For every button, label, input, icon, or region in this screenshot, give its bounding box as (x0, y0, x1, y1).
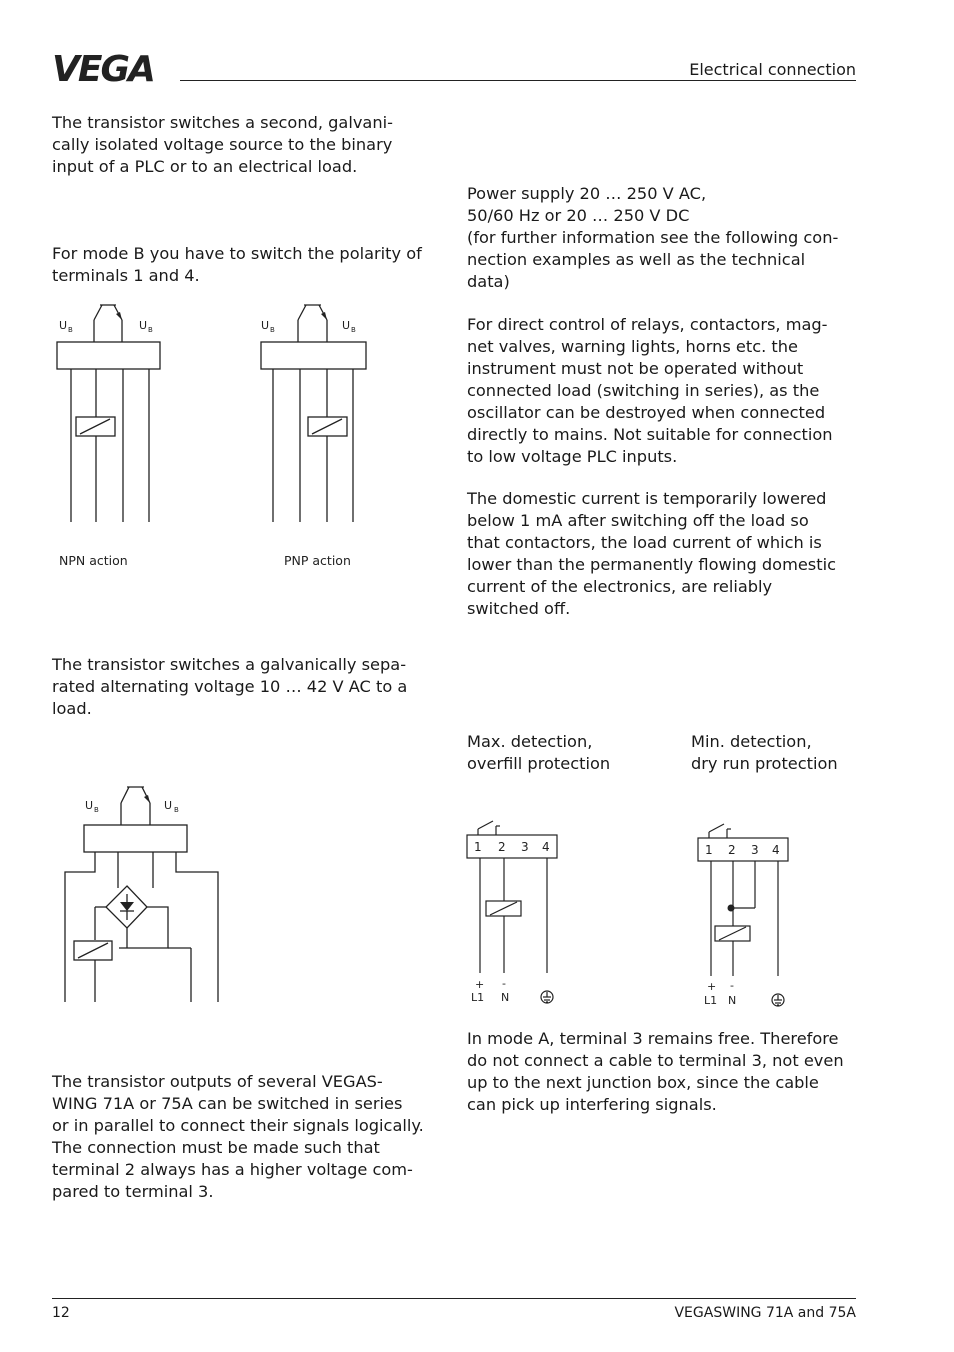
text-line: connected load (switching in series), as the (467, 381, 820, 400)
ub-sub: B (148, 326, 153, 334)
text-line: net valves, warning lights, horns etc. the (467, 337, 798, 356)
text-line: For mode B you have to switch the polarity of (52, 244, 422, 263)
text-line: In mode A, terminal 3 remains free. Therefore (467, 1029, 839, 1048)
text-line: nection examples as well as the technical (467, 250, 806, 269)
ub-sub: B (68, 326, 73, 334)
npn-caption: NPN action (59, 553, 128, 568)
text-line: terminals 1 and 4. (52, 266, 200, 285)
text-line: input of a PLC or to an electrical load. (52, 157, 358, 176)
terminal-number: 4 (772, 843, 780, 857)
min-detection-diagram (697, 818, 797, 1018)
page-number: 12 (52, 1305, 70, 1321)
text-line: cally isolated voltage source to the binary (52, 135, 393, 154)
left-paragraph-3 (52, 654, 407, 720)
text-line: dry run protection (691, 754, 838, 773)
header-rule (180, 80, 856, 81)
min-detection-label (691, 731, 838, 775)
terminal-number: 4 (542, 840, 550, 854)
right-paragraph-3 (467, 488, 836, 620)
terminal-number: 3 (751, 843, 759, 857)
text-line: pared to terminal 3. (52, 1182, 214, 1201)
text-line: WING 71A or 75A can be switched in series (52, 1094, 403, 1113)
text-line: The transistor switches a galvanically sepa- (52, 655, 407, 674)
ub-sub: B (351, 326, 356, 334)
text-line: For direct control of relays, contactors, mag- (467, 315, 828, 334)
text-line: Power supply 20 … 250 V AC, (467, 184, 707, 203)
text-line: overfill protection (467, 754, 611, 773)
section-title: Electrical connection (689, 60, 856, 79)
l1-label: L1 (471, 991, 485, 1004)
text-line: The domestic current is temporarily lowered (467, 489, 827, 508)
text-line: rated alternating voltage 10 … 42 V AC to a (52, 677, 408, 696)
text-line: Max. detection, (467, 732, 593, 751)
ub-sub: B (174, 806, 179, 814)
text-line: up to the next junction box, since the cable (467, 1073, 819, 1092)
text-line: data) (467, 272, 510, 291)
footer-rule (52, 1298, 856, 1299)
text-line: oscillator can be destroyed when connected (467, 403, 826, 422)
n-label: N (728, 994, 737, 1007)
npn-pnp-diagram (50, 300, 380, 580)
text-line: Min. detection, (691, 732, 812, 751)
max-detection-label (467, 731, 610, 775)
ub-sub: B (94, 806, 99, 814)
vega-logo (52, 49, 172, 90)
product-name: VEGASWING 71A and 75A (674, 1305, 856, 1321)
text-line: directly to mains. Not suitable for connection (467, 425, 833, 444)
ub-sub: B (270, 326, 275, 334)
text-line: that contactors, the load current of which is (467, 533, 822, 552)
terminal-number: 2 (728, 843, 736, 857)
minus-sign: - (502, 977, 506, 990)
plus-sign: + (707, 980, 717, 993)
ub-label: U (164, 799, 173, 812)
ub-label: U (85, 799, 94, 812)
text-line: do not connect a cable to terminal 3, not even (467, 1051, 844, 1070)
terminal-number: 1 (705, 843, 713, 857)
text-line: load. (52, 699, 92, 718)
left-paragraph-2 (52, 243, 422, 287)
ub-label: U (342, 319, 351, 332)
terminal-number: 1 (474, 840, 482, 854)
text-line: instrument must not be operated without (467, 359, 804, 378)
text-line: or in parallel to connect their signals logically. (52, 1116, 424, 1135)
left-paragraph-1 (52, 112, 393, 178)
left-paragraph-4 (52, 1071, 424, 1203)
ub-label: U (139, 319, 148, 332)
right-paragraph-1 (467, 183, 838, 293)
plus-sign: + (475, 978, 485, 991)
pnp-caption: PNP action (284, 553, 351, 568)
text-line: 50/60 Hz or 20 … 250 V DC (467, 206, 690, 225)
text-line: The transistor outputs of several VEGAS- (52, 1072, 383, 1091)
text-line: can pick up interfering signals. (467, 1095, 717, 1114)
ub-label: U (261, 319, 270, 332)
text-line: terminal 2 always has a higher voltage com- (52, 1160, 413, 1179)
text-line: current of the electronics, are reliably (467, 577, 773, 596)
terminal-number: 3 (521, 840, 529, 854)
logo-text: VEGA (52, 49, 154, 90)
text-line: The transistor switches a second, galvani- (52, 113, 393, 132)
l1-label: L1 (704, 994, 718, 1007)
terminal-number: 2 (498, 840, 506, 854)
right-paragraph-4 (467, 1028, 844, 1116)
n-label: N (501, 991, 510, 1004)
text-line: switched off. (467, 599, 571, 618)
text-line: The connection must be made such that (52, 1138, 380, 1157)
text-line: lower than the permanently flowing domestic (467, 555, 836, 574)
text-line: below 1 mA after switching off the load so (467, 511, 809, 530)
max-detection-diagram (466, 815, 566, 1015)
ub-label: U (59, 319, 68, 332)
minus-sign: - (730, 979, 734, 992)
text-line: (for further information see the following con- (467, 228, 839, 247)
ac-output-diagram (60, 780, 230, 1010)
text-line: to low voltage PLC inputs. (467, 447, 678, 466)
right-paragraph-2 (467, 314, 833, 468)
